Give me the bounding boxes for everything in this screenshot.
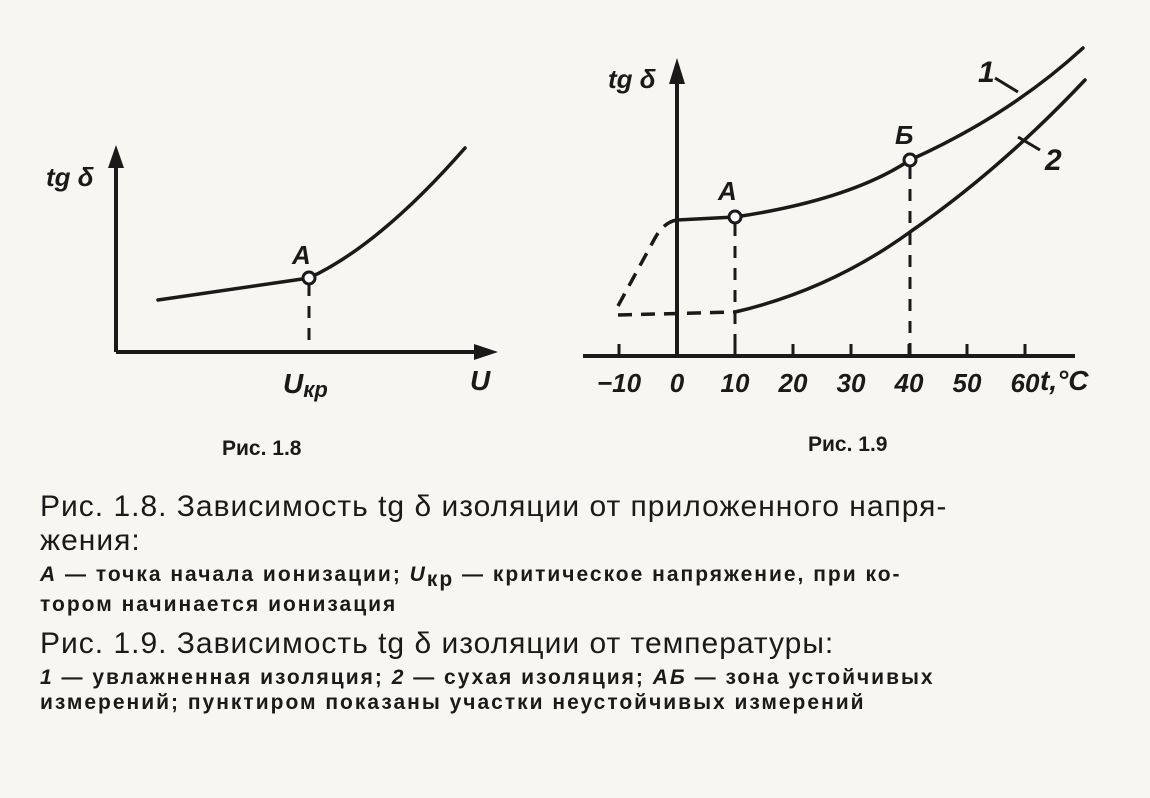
fig19-tick-label: 40	[894, 368, 924, 398]
caption-1-8-text2: — критическое напряжение, при ко- тором начинается ионизация	[40, 563, 902, 617]
fig19-point-a-label: A	[718, 176, 737, 206]
fig19-tick-label: 30	[836, 368, 866, 398]
fig19-y-arrow	[669, 58, 685, 84]
fig18-y-arrow	[108, 145, 124, 168]
fig19-tick-label: 50	[952, 368, 982, 398]
fig19-tick-label: −10	[596, 368, 642, 398]
fig19-curve1	[677, 48, 1083, 220]
fig19-caption: Рис. 1.9	[808, 433, 888, 456]
caption-1-9-text3: — зона устойчивых измерений; пунктиром показаны участки неустойчивых измерений	[40, 666, 935, 715]
caption-1-9-text2: — сухая изоляция;	[405, 666, 653, 690]
figure-1-8	[46, 145, 498, 460]
caption-1-9-text1: — увлажненная изоляция;	[53, 666, 392, 690]
caption-1-8-text1: — точка начала ионизации;	[57, 563, 410, 586]
fig19-tick-label: 60	[1010, 368, 1040, 398]
fig19-tick-labels	[597, 368, 1040, 398]
fig18-y-label: tg δ	[46, 162, 94, 192]
fig19-curve1-label: 1	[978, 56, 995, 89]
captions	[40, 490, 1120, 725]
fig19-curve2-label: 2	[1045, 144, 1062, 177]
fig18-ucr-sub: кр	[303, 377, 328, 402]
caption-1-8-sub: кр	[426, 568, 455, 592]
fig18-point-a-label: A	[292, 240, 311, 270]
fig19-tick-label: 20	[778, 368, 808, 398]
fig18-ucr-u: U	[283, 368, 304, 399]
fig19-tick-label: 10	[720, 368, 750, 398]
fig19-point-b-label: Б	[895, 120, 914, 150]
caption-1-9-note	[40, 665, 1120, 715]
caption-1-9-n2: 2	[391, 666, 406, 690]
fig18-x-label: U	[470, 365, 491, 396]
caption-1-8-u: U	[409, 563, 427, 586]
fig19-x-label: t,°C	[1040, 365, 1089, 396]
fig18-point-a	[303, 272, 315, 284]
caption-1-8-title: Рис. 1.8. Зависимость tg δ изоляции от приложенного напря- жения:	[40, 490, 948, 557]
fig19-point-a	[729, 211, 741, 223]
fig19-tick-label: 0	[669, 368, 685, 398]
fig19-y-label: tg δ	[608, 64, 656, 94]
fig18-caption: Рис. 1.8	[222, 437, 302, 460]
fig19-point-b	[904, 154, 916, 166]
fig18-ucr-label	[283, 368, 328, 402]
caption-1-8-note	[40, 562, 1120, 617]
fig19-curve2-unstable-left	[618, 312, 735, 315]
caption-1-8-a: A	[40, 563, 58, 586]
fig18-x-arrow	[474, 344, 498, 360]
caption-1-9-title: Рис. 1.9. Зависимость tg δ изоляции от температуры:	[40, 627, 835, 661]
caption-1-9-ab: АБ	[652, 666, 687, 690]
caption-1-9-n1: 1	[40, 666, 54, 690]
fig19-curve1-unstable-left	[618, 220, 677, 306]
fig19-curve1-leader	[995, 78, 1018, 92]
figure-1-9	[583, 48, 1089, 456]
